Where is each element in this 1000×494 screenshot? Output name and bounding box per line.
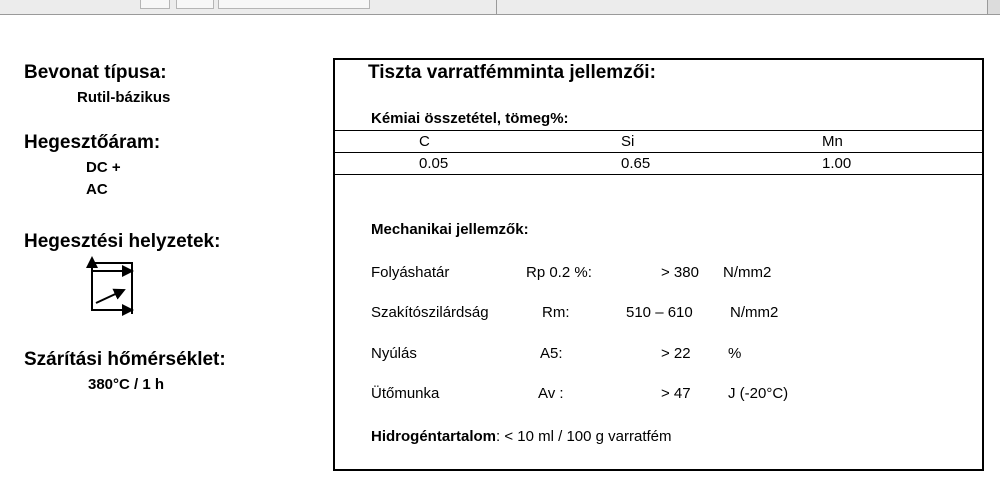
mech-unit: N/mm2 [730, 304, 779, 321]
scrollbar-edge[interactable] [987, 0, 1000, 14]
chemical-composition-label: Kémiai összetétel, tömeg%: [371, 110, 569, 127]
drying-label: Szárítási hőmérséklet: [24, 349, 226, 370]
mech-value: > 380 [661, 264, 699, 281]
mech-name: Ütőmunka [371, 385, 440, 402]
mech-symbol: Av : [538, 385, 564, 402]
drying-value: 380°C / 1 h [88, 376, 165, 393]
coating-type-label: Bevonat típusa: [24, 62, 167, 83]
mech-value: > 22 [661, 345, 691, 362]
mech-name: Szakítószilárdság [371, 304, 489, 321]
positions-label: Hegesztési helyzetek: [24, 231, 221, 252]
toolbar-segment[interactable] [140, 0, 170, 9]
mechanical-label: Mechanikai jellemzők: [371, 221, 529, 238]
mech-symbol: A5: [540, 345, 563, 362]
mech-symbol: Rp 0.2 %: [526, 264, 592, 281]
mech-name: Nyúlás [371, 345, 417, 362]
panel-title: Tiszta varratfémminta jellemzői: [368, 62, 656, 83]
toolbar-segment[interactable] [176, 0, 214, 9]
toolbar-divider [496, 0, 497, 14]
mech-value: > 47 [661, 385, 691, 402]
chem-header-si: Si [621, 133, 635, 150]
hydrogen-label: Hidrogéntartalom [371, 428, 497, 445]
chem-header-c: C [419, 133, 430, 150]
chem-header-mn: Mn [822, 133, 843, 150]
current-value-ac: AC [86, 181, 108, 198]
mech-value: 510 – 610 [626, 304, 693, 321]
chemical-table-bottom-rule [335, 174, 982, 175]
mech-symbol: Rm: [542, 304, 570, 321]
toolbar-segment[interactable] [218, 0, 370, 9]
current-value-dc: DC + [86, 159, 121, 176]
chem-value-mn: 1.00 [822, 155, 852, 172]
current-label: Hegesztőáram: [24, 132, 161, 153]
chem-value-si: 0.65 [621, 155, 651, 172]
mech-unit: J (-20°C) [728, 385, 789, 402]
mech-name: Folyáshatár [371, 264, 450, 281]
hydrogen-value: : < 10 ml / 100 g varratfém [496, 428, 672, 445]
chem-value-c: 0.05 [419, 155, 449, 172]
chemical-table-top-rule [335, 130, 982, 131]
hydrogen-line [371, 428, 672, 446]
mech-unit: N/mm2 [723, 264, 772, 281]
coating-type-value: Rutil-bázikus [77, 89, 171, 106]
mech-unit: % [728, 345, 742, 362]
welding-position-icon [86, 256, 142, 321]
top-toolbar-strip [0, 0, 1000, 15]
chemical-table-mid-rule [335, 152, 982, 153]
